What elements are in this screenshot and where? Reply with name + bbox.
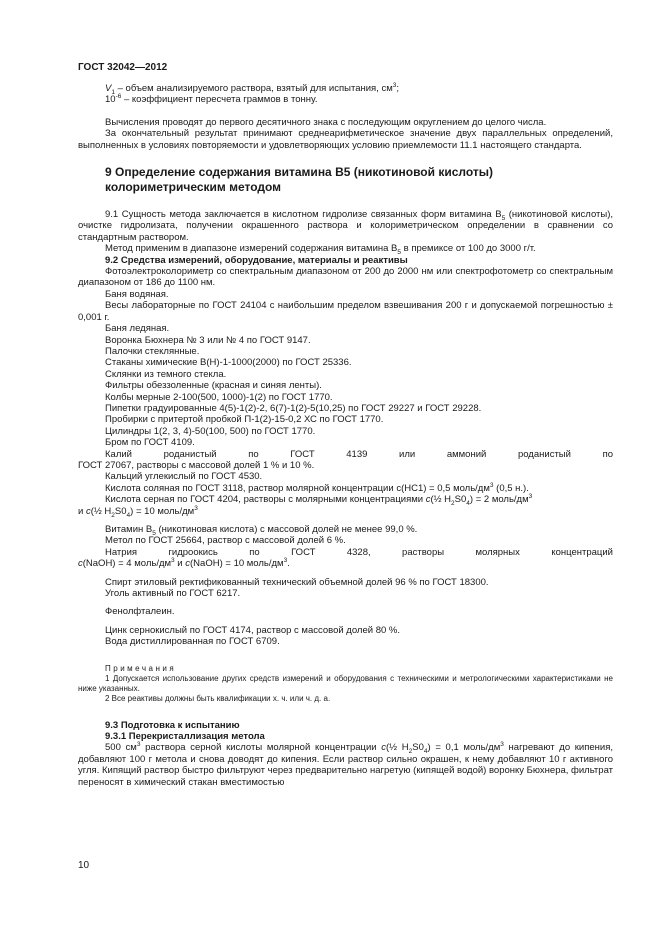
- hcl-item: [78, 483, 613, 494]
- naoh-word: растворы: [402, 546, 445, 558]
- metol-p-a: 500 см: [105, 742, 137, 754]
- kaliy-word: или: [399, 448, 416, 460]
- kaliy-continuation: ГОСТ 27067, растворы с массовой долей 1 % и 10 %.: [78, 459, 315, 471]
- section-9-title-line2: колориметрическим методом: [105, 180, 282, 195]
- kaliy-word: роданистый: [163, 448, 217, 460]
- naoh-sup1: 3: [171, 557, 175, 565]
- v1-end: ;: [396, 83, 400, 94]
- equipment-item: Пробирки с притертой пробкой П-1(2)-15-0,2 ХС по ГОСТ 1770.: [105, 414, 384, 426]
- naoh-word: Натрия: [105, 546, 138, 558]
- range-text-cont: в премиксе от 100 до 3000 г/т.: [401, 243, 536, 255]
- coef-superscript: -6: [115, 93, 122, 101]
- section-9-title-line1: 9 Определение содержания витамина В5 (никотиновой кислоты): [105, 165, 494, 180]
- h2so4-sup: 3: [528, 493, 533, 501]
- metol-p-sub4: 4: [423, 748, 428, 756]
- h2so4-half2: (½ H: [90, 505, 112, 517]
- h2so4-text: Кислота серная по ГОСТ 4204, растворы с молярными концентрациями: [105, 494, 426, 506]
- kaliy-word: по: [248, 448, 259, 460]
- naoh-word: 4328,: [346, 546, 371, 558]
- metol-p-sub2: 2: [408, 748, 413, 756]
- equipment-item: Колбы мерные 2-100(500, 1000)-1(2) по ГОСТ 1770.: [105, 391, 333, 403]
- v1-text: – объем анализируемого раствора, взятый для испытания, см: [114, 83, 393, 94]
- h2so4-c: с: [425, 494, 431, 506]
- clause-9-1-text: 9.1 Сущность метода заключается в кислотном гидролизе связанных форм витамина В: [105, 209, 502, 221]
- clause-9-3-1-paragraph: [78, 742, 613, 788]
- h2so4-so: S0: [454, 494, 467, 506]
- naoh-c2: с: [185, 558, 191, 570]
- equipment-item: Стаканы химические В(Н)-1-1000(2000) по ГОСТ 25336.: [105, 357, 352, 369]
- notes-block: [78, 664, 613, 704]
- v1-subscript: 1: [111, 88, 115, 96]
- equipment-item: Склянки из темного стекла.: [105, 368, 227, 380]
- equipment-item: Цилиндры 1(2, 3, 4)-50(100, 500) по ГОСТ 1770.: [105, 425, 316, 437]
- kaliy-word: роданистый: [517, 448, 571, 460]
- equipment-item: Воронка Бюхнера № 3 или № 4 по ГОСТ 9147.: [105, 334, 311, 346]
- note-2: 2 Все реактивы должны быть квалификации х. ч. или ч. д. а.: [105, 693, 331, 703]
- coal-item: Уголь активный по ГОСТ 6217.: [105, 588, 241, 600]
- vitb5-text-cont: (никотиновая кислота) с массовой долей не менее 99,0 %.: [155, 524, 418, 535]
- naoh-line2: [78, 558, 613, 569]
- metol-p-e: ) = 0,1 моль/дм: [427, 742, 501, 754]
- range-text: Метод применим в диапазоне измерений содержания витамина В: [105, 243, 398, 255]
- vitb5-sub: 5: [152, 529, 156, 537]
- naoh-word: концентраций: [551, 546, 613, 558]
- h2so4-eq: ) = 2 моль/дм: [469, 494, 529, 506]
- kaliy-word: Калий: [105, 448, 132, 460]
- clause-9-1-paragraph: [78, 209, 613, 243]
- coef-base: 10: [105, 94, 116, 106]
- result-paragraph: За окончательный результат принимают среднеарифметическое значение двух параллельных определений, выполненных в условиях повторяемости и удовлетворяющих условию приемлемости 11.1 настоящего стандарта.: [78, 128, 613, 151]
- equipment-item: Палочки стеклянные.: [105, 345, 200, 357]
- kaliy-word: ГОСТ: [290, 448, 315, 460]
- naoh-and: и: [174, 558, 186, 570]
- naoh-conc1: (NaOH) = 4 моль/дм: [82, 558, 172, 570]
- page-number: 10: [78, 860, 90, 871]
- naoh-conc2: (NaOH) = 10 моль/дм: [190, 558, 284, 570]
- h2so4-item-line2: [78, 506, 613, 517]
- naoh-word: по: [249, 546, 260, 558]
- standard-header: ГОСТ 32042—2012: [78, 62, 168, 73]
- coef-text: – коэффициент пересчета граммов в тонну.: [121, 94, 318, 106]
- clause-9-3-title: 9.3 Подготовка к испытанию: [105, 719, 240, 731]
- h2so4-c2: с: [85, 505, 91, 517]
- ethanol-item: Спирт этиловый ректификованный технический объемной долей 96 % по ГОСТ 18300.: [105, 576, 489, 588]
- water-item: Вода дистиллированная по ГОСТ 6709.: [105, 636, 280, 648]
- metol-p-b: раствора серной кислоты молярной концентрации: [140, 742, 382, 754]
- calc-paragraph: Вычисления проводят до первого десятичного знака с последующим округлением до целого числа.: [105, 116, 547, 128]
- h2so4-and: и: [78, 505, 86, 517]
- v1-symbol: V: [105, 83, 112, 94]
- h2so4-sup2: 3: [194, 504, 198, 512]
- range-sub: 5: [397, 249, 402, 257]
- metol-item: Метол по ГОСТ 25664, раствор с массовой долей 6 %.: [105, 535, 346, 547]
- note-1: 1 Допускается использование других средств измерений и оборудования с техническими и метрологическими характеристиками не ниже указанных.: [78, 673, 613, 693]
- naoh-end: .: [287, 558, 290, 570]
- metol-p-f: нагревают до кипения, добавляют 100 г метола и снова доводят до кипения. Если раствор сильно окрашен, к нему добавляют 10 г активного угля. Кипящий раствор быстро фильтруют через предварительно нагретую (кипящей водой) воронку Бюхнера, фильтрат переносят в химический стакан вместимостью: [78, 742, 613, 788]
- metol-p-sup2: 3: [500, 741, 504, 749]
- equipment-item: Баня ледяная.: [105, 323, 170, 335]
- range-paragraph: [78, 243, 613, 257]
- section-9-title: [78, 165, 613, 195]
- hcl-text: Кислота соляная по ГОСТ 3118, раствор молярной концентрации с(НС1) = 0,5 моль/дм: [105, 482, 490, 494]
- equipment-item: Баня водяная.: [105, 288, 169, 300]
- naoh-line: [78, 547, 613, 558]
- equipment-item: Пипетки градуированные 4(5)-1(2)-2, 6(7)-1(2)-5(10,25) по ГОСТ 29227 и ГОСТ 29228.: [105, 402, 482, 414]
- kaliy-word: по: [602, 448, 613, 460]
- h2so4-sub2-b: 2: [111, 511, 115, 519]
- zinc-item: Цинк сернокислый по ГОСТ 4174, раствор с массовой долей 80 %.: [105, 624, 400, 636]
- clause-9-1-sub: 5: [501, 214, 506, 222]
- v1-superscript: 3: [392, 81, 397, 89]
- h2so4-half: (½ H: [430, 494, 452, 506]
- hcl-sup: 3: [489, 481, 494, 489]
- clause-9-3-1-title: 9.3.1 Перекристаллизация метола: [105, 731, 265, 743]
- metol-p-so: S0: [412, 742, 424, 754]
- equipment-item: Весы лабораторные по ГОСТ 24104 с наибольшим пределом взвешивания 200 г и допускаемой погрешностью ± 0,001 г.: [78, 300, 613, 323]
- h2so4-sub4-b: 4: [126, 511, 131, 519]
- kaliy-word: 4139: [346, 448, 368, 460]
- h2so4-so-b: S0: [114, 505, 127, 517]
- equipment-item: Бром по ГОСТ 4109.: [105, 437, 195, 449]
- equipment-list: [78, 266, 613, 449]
- naoh-word: молярных: [475, 546, 520, 558]
- vitb5-text: Витамин В: [105, 524, 153, 535]
- h2so4-item: [78, 493, 613, 508]
- naoh-word: гидроокись: [168, 546, 218, 558]
- vitamin-b5-item: [78, 524, 613, 535]
- phenolphthalein-item: Фенолфталеин.: [105, 606, 175, 618]
- h2so4-sub2: 2: [451, 500, 455, 508]
- document-body: [78, 83, 613, 788]
- clause-9-2-title: 9.2 Средства измерений, оборудование, материалы и реактивы: [105, 254, 408, 266]
- kaliy-line: [78, 449, 613, 460]
- metol-p-sup1: 3: [136, 741, 141, 749]
- kaliy-word: аммоний: [446, 448, 487, 460]
- h2so4-sub4: 4: [466, 500, 470, 508]
- naoh-c1: с: [78, 558, 83, 570]
- naoh-word: ГОСТ: [291, 546, 316, 558]
- hcl-text-end: (0,5 н.).: [493, 482, 529, 494]
- equipment-item: Фильтры обеззоленные (красная и синяя ленты).: [105, 380, 322, 392]
- v1-definition: [78, 83, 613, 94]
- metol-p-d: (½ H: [386, 742, 409, 754]
- metol-p-c: с: [381, 742, 386, 754]
- naoh-sup2: 3: [283, 557, 288, 565]
- equipment-item: Фотоэлектроколориметр со спектральным диапазоном от 200 до 2000 нм или спектрофотометр со спектральным диапазоном от 186 до 1100 нм.: [78, 266, 613, 289]
- coefficient-definition: [78, 94, 613, 105]
- notes-title: Примечания: [105, 663, 177, 673]
- h2so4-eq2: ) = 10 моль/дм: [130, 505, 195, 517]
- clause-9-1-text-cont: (никотиновой кислоты), очистке гидролизата, получении окрашенного раствора и колориметрическом определении в сравнении со стандартным раствором.: [78, 209, 613, 243]
- calcium-item: Кальций углекислый по ГОСТ 4530.: [105, 471, 263, 483]
